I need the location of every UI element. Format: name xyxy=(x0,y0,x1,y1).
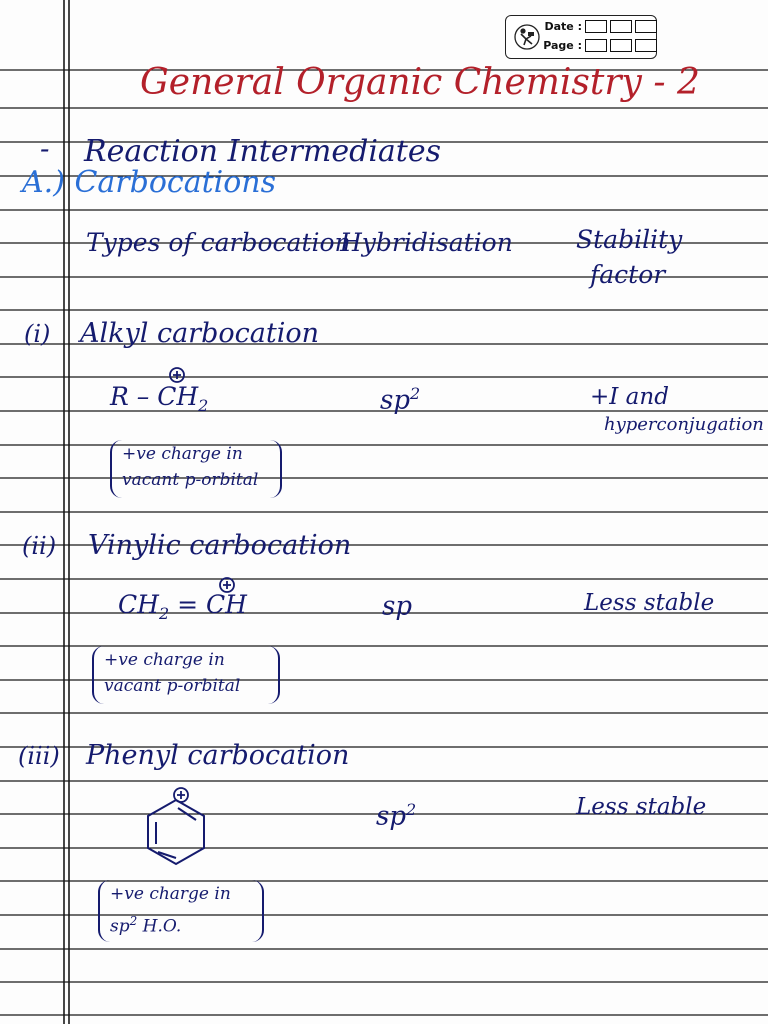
entry-3-hybridisation: $sp^2$ xyxy=(376,800,417,832)
page-cell-2 xyxy=(610,39,632,52)
entry-2-note-line2: vacant p-orbital xyxy=(104,676,241,696)
entry-3-note-line2: $sp^2$ H.O. xyxy=(110,914,182,937)
plus-circle-icon xyxy=(172,786,190,804)
date-cell-1 xyxy=(585,20,607,33)
entry-1-stability-line1: +I and xyxy=(590,384,669,410)
entry-3-stability: Less stable xyxy=(576,794,707,820)
date-row xyxy=(542,20,657,33)
date-page-box xyxy=(505,15,657,59)
reader-icon xyxy=(514,23,540,51)
entry-1-note-line1: +ve charge in xyxy=(122,444,243,464)
page-row xyxy=(542,39,657,52)
page-label: Page : xyxy=(543,39,582,52)
entry-1-note-line2: vacant p-orbital xyxy=(122,470,259,490)
plus-circle-icon xyxy=(168,366,186,384)
column-hybridisation: Hybridisation xyxy=(340,228,513,257)
page-cell-1 xyxy=(585,39,607,52)
column-type: Types of carbocation xyxy=(86,228,351,257)
page-title: General Organic Chemistry - 2 xyxy=(140,62,700,103)
entry-1-hybridisation: $sp^2$ xyxy=(380,384,421,416)
column-stability-line1: Stability xyxy=(576,225,683,254)
entry-1-name: Alkyl carbocation xyxy=(80,318,319,349)
entry-1-note-brace-right xyxy=(268,440,282,498)
page-cell-3 xyxy=(635,39,657,52)
date-label: Date : xyxy=(544,20,582,33)
entry-1-stability-line2: hyperconjugation xyxy=(604,414,764,435)
entry-3-numeral: (iii) xyxy=(18,742,60,770)
date-cell-3 xyxy=(635,20,657,33)
entry-2-name: Vinylic carbocation xyxy=(88,530,352,561)
entry-2-formula: $CH_2$ = CH xyxy=(118,590,247,623)
entry-2-numeral: (ii) xyxy=(22,532,57,560)
entry-2-hybridisation: sp xyxy=(382,591,412,622)
column-stability-line2: factor xyxy=(590,260,666,289)
entry-3-name: Phenyl carbocation xyxy=(86,740,350,771)
section-heading: A.) Carbocations xyxy=(22,165,277,200)
entry-2-note-line1: +ve charge in xyxy=(104,650,225,670)
entry-3-note-line1: +ve charge in xyxy=(110,884,231,904)
entry-2-stability: Less stable xyxy=(584,590,715,616)
date-cell-2 xyxy=(610,20,632,33)
entry-3-note-brace-right xyxy=(250,880,264,942)
subtitle-dash: - xyxy=(40,132,50,165)
entry-1-numeral: (i) xyxy=(24,320,51,348)
subtitle: Reaction Intermediates xyxy=(84,134,442,169)
entry-2-note-brace-right xyxy=(266,646,280,704)
plus-circle-icon xyxy=(218,576,236,594)
entry-1-formula: R – $CH_2$ xyxy=(110,382,209,415)
